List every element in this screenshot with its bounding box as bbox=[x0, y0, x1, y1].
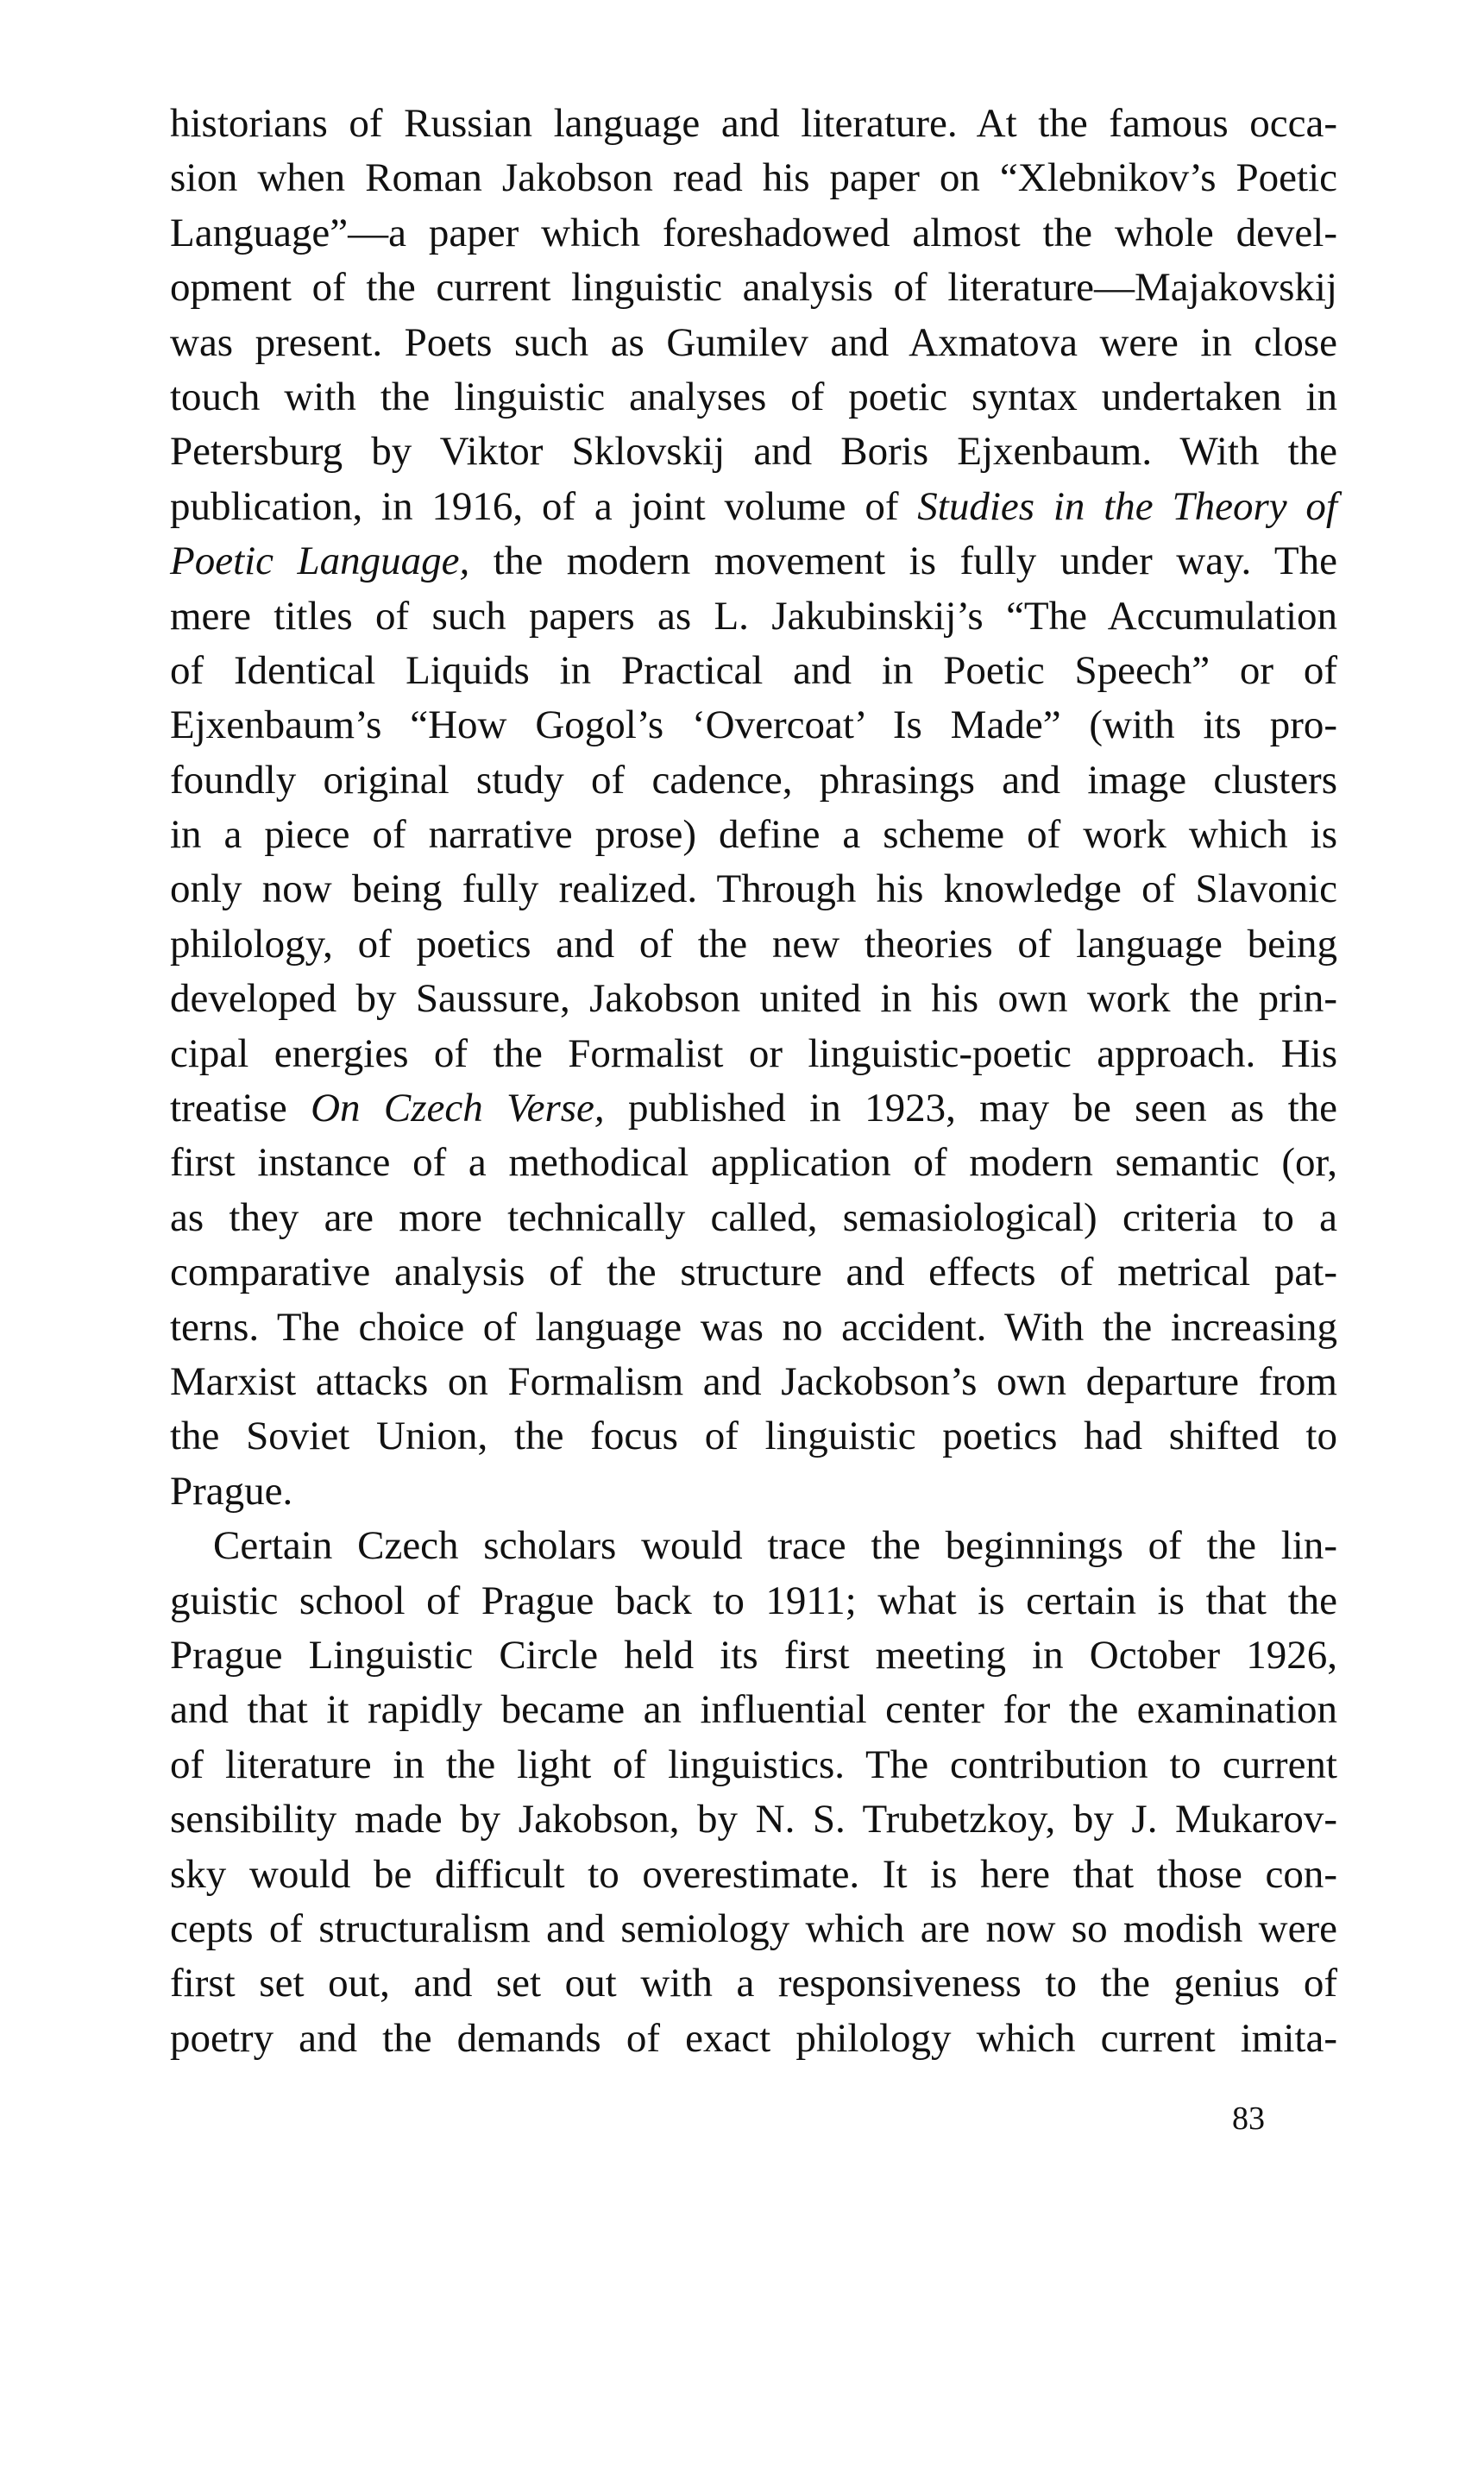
text-run: only now being fully realized. Through his knowledge of Slavonic bbox=[170, 866, 1337, 912]
text-run: first instance of a methodical application of modern semantic (or, bbox=[170, 1140, 1337, 1186]
text-run: the Soviet Union, the focus of linguistic poetics had shifted to bbox=[170, 1414, 1337, 1459]
text-line bbox=[170, 425, 1337, 479]
body-text bbox=[170, 97, 1337, 2066]
text-line bbox=[170, 1683, 1337, 1737]
text-run: treatise bbox=[170, 1086, 311, 1131]
text-line bbox=[170, 1245, 1337, 1300]
text-run: sensibility made by Jakobson, by N. S. Trubetzkoy, by J. Mukarov- bbox=[170, 1797, 1337, 1842]
text-line bbox=[170, 370, 1337, 425]
text-run: historians of Russian language and literature. At the famous occa- bbox=[170, 101, 1337, 146]
text-run: mere titles of such papers as L. Jakubinskij’s “The Accumulation bbox=[170, 593, 1337, 639]
text-line bbox=[170, 972, 1337, 1026]
text-run: the modern movement is fully under way. The bbox=[469, 539, 1337, 584]
text-run: first set out, and set out with a responsiveness to the genius of bbox=[170, 1961, 1337, 2006]
text-line bbox=[170, 1081, 1337, 1136]
italic-title: On Czech Verse, bbox=[311, 1086, 605, 1131]
text-line bbox=[170, 1738, 1337, 1792]
text-run: Certain Czech scholars would trace the beginnings of the lin- bbox=[213, 1523, 1337, 1569]
text-run: sky would be difficult to overestimate. It is here that those con- bbox=[170, 1851, 1337, 1897]
text-run: opment of the current linguistic analysis of literature—Majakovskij bbox=[170, 265, 1337, 311]
text-run: in a piece of narrative prose) define a scheme of work which is bbox=[170, 812, 1337, 858]
text-run: cepts of structuralism and semiology which are now so modish were bbox=[170, 1905, 1337, 1951]
text-run: and that it rapidly became an influential center for the examination bbox=[170, 1687, 1337, 1733]
text-run: Ejxenbaum’s “How Gogol’s ‘Overcoat’ Is Made” (with its pro- bbox=[170, 702, 1337, 748]
text-line bbox=[170, 1956, 1337, 2011]
text-run: touch with the linguistic analyses of poetic syntax undertaken in bbox=[170, 374, 1337, 419]
text-line bbox=[170, 1355, 1337, 1409]
text-line bbox=[170, 2012, 1337, 2066]
text-run: foundly original study of cadence, phrasings and image clusters bbox=[170, 757, 1337, 803]
text-line bbox=[170, 261, 1337, 315]
text-line bbox=[170, 534, 1337, 589]
text-line bbox=[170, 1848, 1337, 1902]
text-run: Marxist attacks on Formalism and Jackobson’s own departure from bbox=[170, 1358, 1337, 1404]
text-line bbox=[170, 808, 1337, 862]
text-run: Language”—a paper which foreshadowed almost the whole devel- bbox=[170, 210, 1337, 255]
italic-title: Studies in the Theory of bbox=[917, 483, 1337, 529]
text-line bbox=[170, 917, 1337, 972]
text-line bbox=[170, 480, 1337, 534]
text-line bbox=[170, 1574, 1337, 1628]
text-run: Prague Linguistic Circle held its first meeting in October 1926, bbox=[170, 1632, 1337, 1678]
text-line bbox=[170, 753, 1337, 808]
text-line bbox=[170, 316, 1337, 370]
text-line bbox=[170, 1301, 1337, 1355]
text-line bbox=[170, 1027, 1337, 1081]
text-run: Petersburg by Viktor Sklovskij and Boris Ejxenbaum. With the bbox=[170, 429, 1337, 475]
text-line bbox=[170, 1464, 1337, 1519]
text-run: philology, of poetics and of the new theories of language being bbox=[170, 921, 1337, 967]
text-run: poetry and the demands of exact philology which current imita- bbox=[170, 2015, 1337, 2061]
text-run: guistic school of Prague back to 1911; what is certain is that the bbox=[170, 1578, 1337, 1623]
text-line bbox=[170, 1191, 1337, 1245]
text-line bbox=[170, 1902, 1337, 1956]
text-run: cipal energies of the Formalist or linguistic-poetic approach. His bbox=[170, 1030, 1337, 1076]
text-run: sion when Roman Jakobson read his paper on “Xlebnikov’s Poetic bbox=[170, 155, 1337, 201]
text-line bbox=[170, 206, 1337, 261]
text-line bbox=[170, 1409, 1337, 1464]
text-run: of literature in the light of linguistics. The contribution to current bbox=[170, 1742, 1337, 1787]
text-line bbox=[170, 1628, 1337, 1683]
text-run: terns. The choice of language was no accident. With the increasing bbox=[170, 1304, 1337, 1350]
text-run: developed by Saussure, Jakobson united in his own work the prin- bbox=[170, 976, 1337, 1022]
text-run: Prague. bbox=[170, 1468, 293, 1514]
text-run: comparative analysis of the structure and effects of metrical pat- bbox=[170, 1250, 1337, 1295]
italic-title: Poetic Language, bbox=[170, 539, 470, 584]
text-line bbox=[170, 644, 1337, 698]
text-line bbox=[170, 1519, 1337, 1573]
text-line bbox=[170, 862, 1337, 916]
text-line bbox=[170, 151, 1337, 205]
page-number: 83 bbox=[1232, 2101, 1265, 2137]
text-line bbox=[170, 698, 1337, 753]
text-line bbox=[170, 97, 1337, 151]
text-run: publication, in 1916, of a joint volume of bbox=[170, 483, 918, 529]
text-run: of Identical Liquids in Practical and in Poetic Speech” or of bbox=[170, 647, 1337, 693]
text-line bbox=[170, 1792, 1337, 1847]
text-run: published in 1923, may be seen as the bbox=[604, 1086, 1337, 1131]
text-run: was present. Poets such as Gumilev and Axmatova were in close bbox=[170, 319, 1337, 365]
text-line bbox=[170, 1136, 1337, 1190]
text-run: as they are more technically called, semasiological) criteria to a bbox=[170, 1194, 1337, 1240]
text-line bbox=[170, 589, 1337, 644]
